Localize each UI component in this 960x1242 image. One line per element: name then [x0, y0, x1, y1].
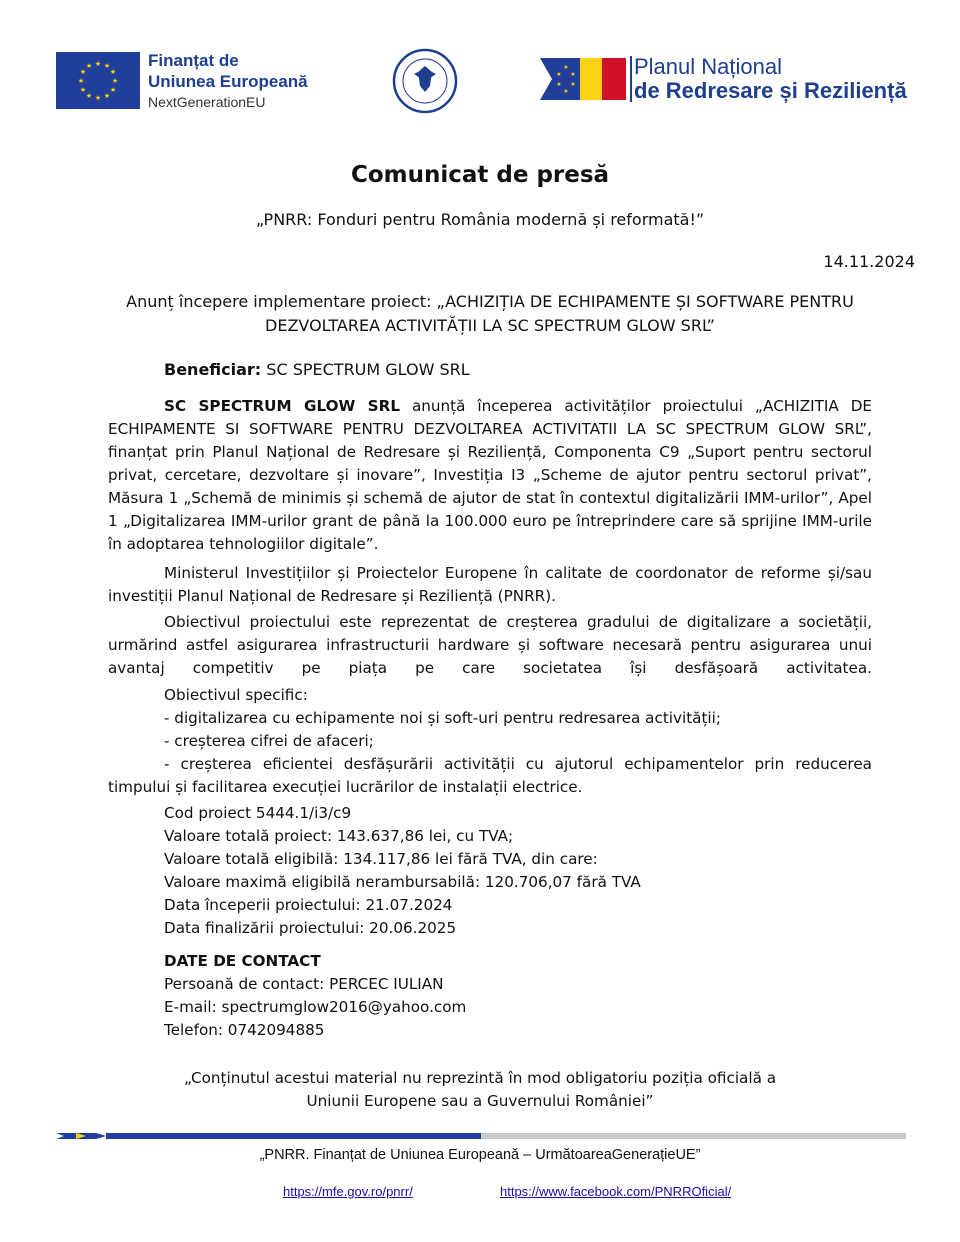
facebook-link[interactable]: https://www.facebook.com/PNRROficial/ — [500, 1184, 732, 1199]
list-item: - digitalizarea cu echipamente noi și soft-uri pentru redresarea activității; — [164, 709, 721, 727]
svg-text:★: ★ — [111, 77, 119, 85]
page-title: Comunicat de presă — [350, 162, 610, 188]
paragraph-ministry — [108, 562, 872, 608]
svg-text:★: ★ — [103, 92, 111, 100]
contact-heading: DATE DE CONTACT — [164, 952, 321, 970]
paragraph-1-text: anunță începerea activităților proiectului „ACHIZITIA DE ECHIPAMENTE SI SOFTWARE PENTRU DEZVOLTAREA ACTIVITATII LA SC SPECTRUM GLOW SRL”, finanțat prin Planul Național de Redresare și Reziliență, Componenta C9 „Suport pentru sectorul privat, cercetare, dezvoltare și inovare”, Investiția I3 „Scheme de ajutor pentru sectorul privat”, Măsura 1 „Schemă de minimis și schemă de ajutor de stat în contextul digitalizării IMM-urilor”, Apel 1 „Digitalizarea IMM-urilor grant de până la 100.000 euro pe întreprindere care să sprijine IMM-urile în adoptarea tehnologiilor digitale”. — [108, 397, 872, 553]
company-name: SC SPECTRUM GLOW SRL — [164, 397, 400, 415]
header — [0, 0, 960, 140]
total-value: Valoare totală proiect: 143.637,86 lei, cu TVA; — [164, 827, 514, 845]
eu-line-2: Uniunea Europeană — [148, 72, 308, 91]
paragraph-2-text: Ministerul Investițiilor și Proiectelor Europene în calitate de coordonator de reforme și/sau investiții Planul Național de Redresare și Reziliență (PNRR). — [108, 564, 872, 605]
svg-text:★: ★ — [94, 94, 102, 102]
announcement-heading: Anunț începere implementare proiect: „ACHIZIȚIA DE ECHIPAMENTE ȘI SOFTWARE PENTRU DEZVOLTAREA ACTIVITĂȚII LA SC SPECTRUM GLOW SRL” — [126, 292, 854, 335]
contact-phone: Telefon: 0742094885 — [164, 1021, 325, 1039]
pnrr-divider — [630, 56, 632, 102]
project-info — [164, 802, 641, 940]
page-subtitle: „PNRR: Fonduri pentru România modernă și reformată!” — [255, 210, 705, 229]
max-nonrefundable-value: Valoare maximă eligibilă nerambursabilă: 120.706,07 fără TVA — [164, 873, 641, 891]
contact-section — [164, 950, 466, 1042]
contact-person: Persoană de contact: PERCEC IULIAN — [164, 975, 444, 993]
footer-text: „PNRR. Finanțat de Uniunea Europeană – UrmătoareaGenerațieUE” — [259, 1147, 701, 1163]
eu-funding-label — [148, 50, 308, 113]
svg-text:★: ★ — [77, 77, 85, 85]
list-item: - creșterea cifrei de afaceri; — [164, 732, 374, 750]
press-release-date: 14.11.2024 — [823, 252, 915, 271]
svg-text:★: ★ — [556, 71, 562, 78]
specific-objectives — [108, 684, 872, 799]
svg-text:★: ★ — [556, 81, 562, 88]
disclaimer: „Conținutul acestui material nu reprezintă în mod obligatoriu poziția oficială a Uniunii Europene sau a Guvernului României” — [183, 1069, 777, 1110]
svg-text:★: ★ — [79, 86, 87, 94]
mfe-link[interactable]: https://mfe.gov.ro/pnrr/ — [283, 1184, 413, 1199]
contact-email: E-mail: spectrumglow2016@yahoo.com — [164, 998, 467, 1016]
svg-text:★: ★ — [85, 62, 93, 70]
pnrr-line-2: de Redresare și Reziliență — [634, 78, 907, 103]
svg-text:★: ★ — [94, 60, 102, 68]
paragraph-objective — [108, 611, 872, 680]
beneficiary — [164, 360, 470, 379]
beneficiary-value: SC SPECTRUM GLOW SRL — [261, 360, 470, 379]
svg-text:★: ★ — [570, 81, 576, 88]
svg-text:★: ★ — [103, 62, 111, 70]
footer-stripe — [56, 1131, 906, 1141]
svg-text:★: ★ — [570, 71, 576, 78]
svg-text:★: ★ — [85, 92, 93, 100]
svg-text:★: ★ — [563, 88, 569, 95]
svg-text:★: ★ — [79, 68, 87, 76]
romanian-government-seal-icon — [392, 48, 458, 114]
pnrr-label — [634, 55, 907, 103]
list-item: - creșterea eficientei desfășurării activității cu ajutorul echipamentelor prin reducerea timpului și facilitarea execuției lucrărilor de instalații electrice. — [108, 755, 872, 796]
svg-text:★: ★ — [563, 64, 569, 71]
eu-line-1: Finanțat de — [148, 51, 239, 70]
start-date: Data începerii proiectului: 21.07.2024 — [164, 896, 453, 914]
pnrr-logo-icon — [540, 54, 626, 104]
paragraph-3-text: Obiectivul proiectului este reprezentat de creșterea gradului de digitalizare a societății, urmărind astfel asigurarea infrastructurii hardware și software necesară pentru asigurarea unui avantaj competitiv pe piața pe care societatea își desfășoară activitatea. — [108, 613, 872, 677]
specific-objectives-heading: Obiectivul specific: — [164, 686, 308, 704]
eligible-value: Valoare totală eligibilă: 134.117,86 lei fără TVA, din care: — [164, 850, 598, 868]
beneficiary-label: Beneficiar: — [164, 360, 262, 379]
svg-text:★: ★ — [109, 86, 117, 94]
paragraph-project-description — [108, 395, 872, 556]
pnrr-line-1: Planul Național — [634, 54, 782, 79]
eu-flag-icon — [56, 52, 140, 109]
project-code: Cod proiect 5444.1/i3/c9 — [164, 804, 352, 822]
eu-line-3: NextGenerationEU — [148, 94, 266, 110]
end-date: Data finalizării proiectului: 20.06.2025 — [164, 919, 457, 937]
svg-text:★: ★ — [109, 68, 117, 76]
